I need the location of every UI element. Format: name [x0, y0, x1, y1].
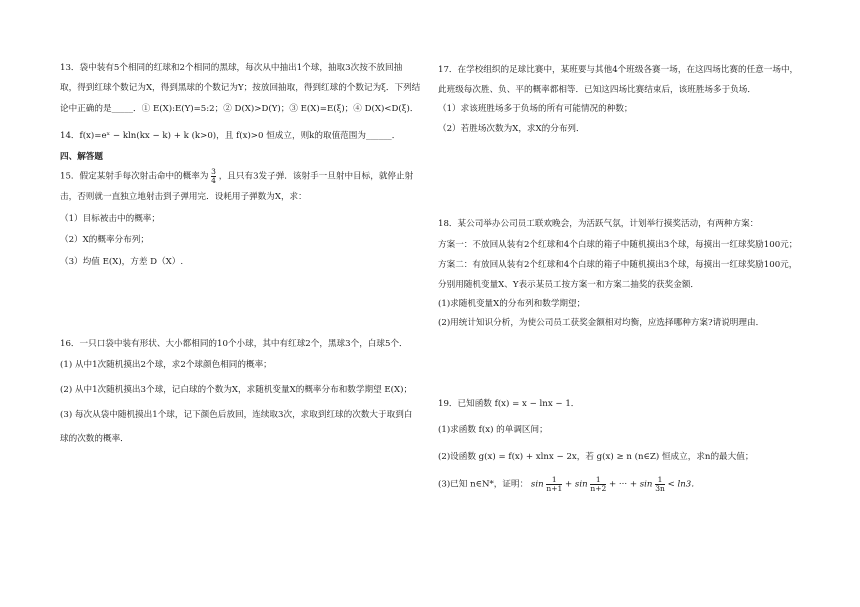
- q15-line-1-end: ，且只有3发子弹．该射手一旦射中目标，就停止射: [218, 171, 414, 182]
- q16-line-1: 16．一只口袋中装有形状、大小都相同的10个小球，其中有红球2个，黑球3个，白球5个．: [60, 339, 408, 349]
- fraction-1-over-3n: [655, 476, 665, 492]
- q19-line-1: 19．已知函数 f(x) = x − lnx − 1．: [438, 399, 580, 409]
- q16-sub-3b: 球的次数的概率．: [60, 434, 129, 444]
- fraction-1-over-n-plus-1: [546, 476, 562, 492]
- q19-sub-3: [438, 476, 700, 492]
- fraction-numerator: 1: [657, 475, 663, 484]
- sin-term-3-label: + ··· + sin: [608, 479, 653, 490]
- q15-line-1-start: 15．假定某射手每次射击命中的概率为: [60, 171, 209, 182]
- fraction-numerator: 3: [211, 167, 216, 176]
- q16-sub-1: (1) 从中1次随机摸出2个球，求2个球颜色相同的概率；: [60, 360, 272, 370]
- q18-line-2: 方案一：不放回从装有2个红球和4个白球的箱子中随机摸出3个球，每摸出一红球奖励100元；: [438, 240, 798, 250]
- q19-sub-2: (2)设函数 g(x) = f(x) + xlnx − 2x，若 g(x) ≥ n (n∈Z) 恒成立，求n的最大值；: [438, 452, 754, 462]
- fraction-denominator: 4: [211, 175, 216, 185]
- fraction-1-over-n-plus-2: [590, 476, 606, 492]
- q19-sub-1: (1)求函数 f(x) 的单调区间；: [438, 425, 548, 435]
- fraction-denominator: n+2: [590, 483, 607, 493]
- q14-line: 14．f(x)=eˣ − kln(kx − k) + k (k>0)，且 f(x)>0 恒成立，则k的取值范围为______．: [60, 131, 401, 141]
- inequality-end: < ln3．: [667, 479, 700, 490]
- q13-line-2: 取，得到红球个数记为X，得到黑球的个数记为Y；按放回抽取，得到红球的个数记为ξ．下列结: [60, 83, 421, 93]
- q18-sub-1: (1)求随机变量X的分布列和数学期望；: [438, 299, 586, 309]
- q15-line-1: [60, 168, 413, 184]
- section-heading-solutions: 四、解答题: [60, 152, 103, 162]
- sin-term-1-label: sin: [530, 479, 544, 490]
- fraction-three-quarters: [211, 168, 216, 184]
- q18-line-3: 方案二：有放回从装有2个红球和4个白球的箱子中随机摸出3个球，每摸出一红球奖励100元，: [438, 260, 798, 270]
- q18-line-1: 18．某公司举办公司员工联欢晚会，为活跃气氛，计划举行摸奖活动，有两种方案：: [438, 219, 759, 229]
- q15-sub-1: （1）目标被击中的概率；: [60, 214, 160, 224]
- q15-sub-3: （3）均值 E(X)，方差 D（X）.: [60, 257, 184, 267]
- fraction-denominator: n+1: [546, 483, 563, 493]
- q16-sub-3a: (3) 每次从袋中随机摸出1个球，记下颜色后放回，连续取3次，求取到红球的次数大于取到白: [60, 410, 413, 420]
- q18-line-4: 分别用随机变量X、Y表示某员工按方案一和方案二抽奖的获奖金额．: [438, 280, 700, 290]
- fraction-numerator: 1: [595, 475, 601, 484]
- q18-sub-2: (2)用统计知识分析，为使公司员工获奖金额相对均衡，应选择哪种方案?请说明理由．: [438, 318, 765, 328]
- q19-sub-3-start: (3)已知 n∈N*，证明：: [438, 479, 529, 490]
- q13-line-1: 13．袋中装有5个相同的红球和2个相同的黑球，每次从中抽出1个球，抽取3次按不放回抽: [60, 63, 403, 73]
- fraction-numerator: 1: [551, 475, 557, 484]
- q15-line-2: 击，否则就一直独立地射击到子弹用完．设耗用子弹数为X，求：: [60, 192, 307, 202]
- q17-line-2: 此班级每次胜、负、平的概率都相等．已知这四场比赛结束后，该班胜场多于负场．: [438, 85, 756, 95]
- q13-line-3: 论中正确的是_____．① E(X):E(Y)=5:2；② D(X)>D(Y)；③ E(X)=E(ξ)；④ D(X)<D(ξ)．: [60, 104, 419, 114]
- q16-sub-2: (2) 从中1次随机摸出3个球，记白球的个数为X，求随机变量X的概率分布和数学期望 E(X)；: [60, 385, 413, 395]
- fraction-denominator: 3n: [655, 483, 665, 493]
- q17-line-1: 17．在学校组织的足球比赛中，某班要与其他4个班级各赛一场，在这四场比赛的任意一场中，: [438, 65, 799, 75]
- sin-term-2-label: + sin: [564, 479, 588, 490]
- q15-sub-2: （2）X的概率分布列；: [60, 235, 149, 245]
- q17-sub-2: （2）若胜场次数为X，求X的分布列．: [438, 124, 585, 134]
- q17-sub-1: （1）求该班胜场多于负场的所有可能情况的种数；: [438, 104, 633, 114]
